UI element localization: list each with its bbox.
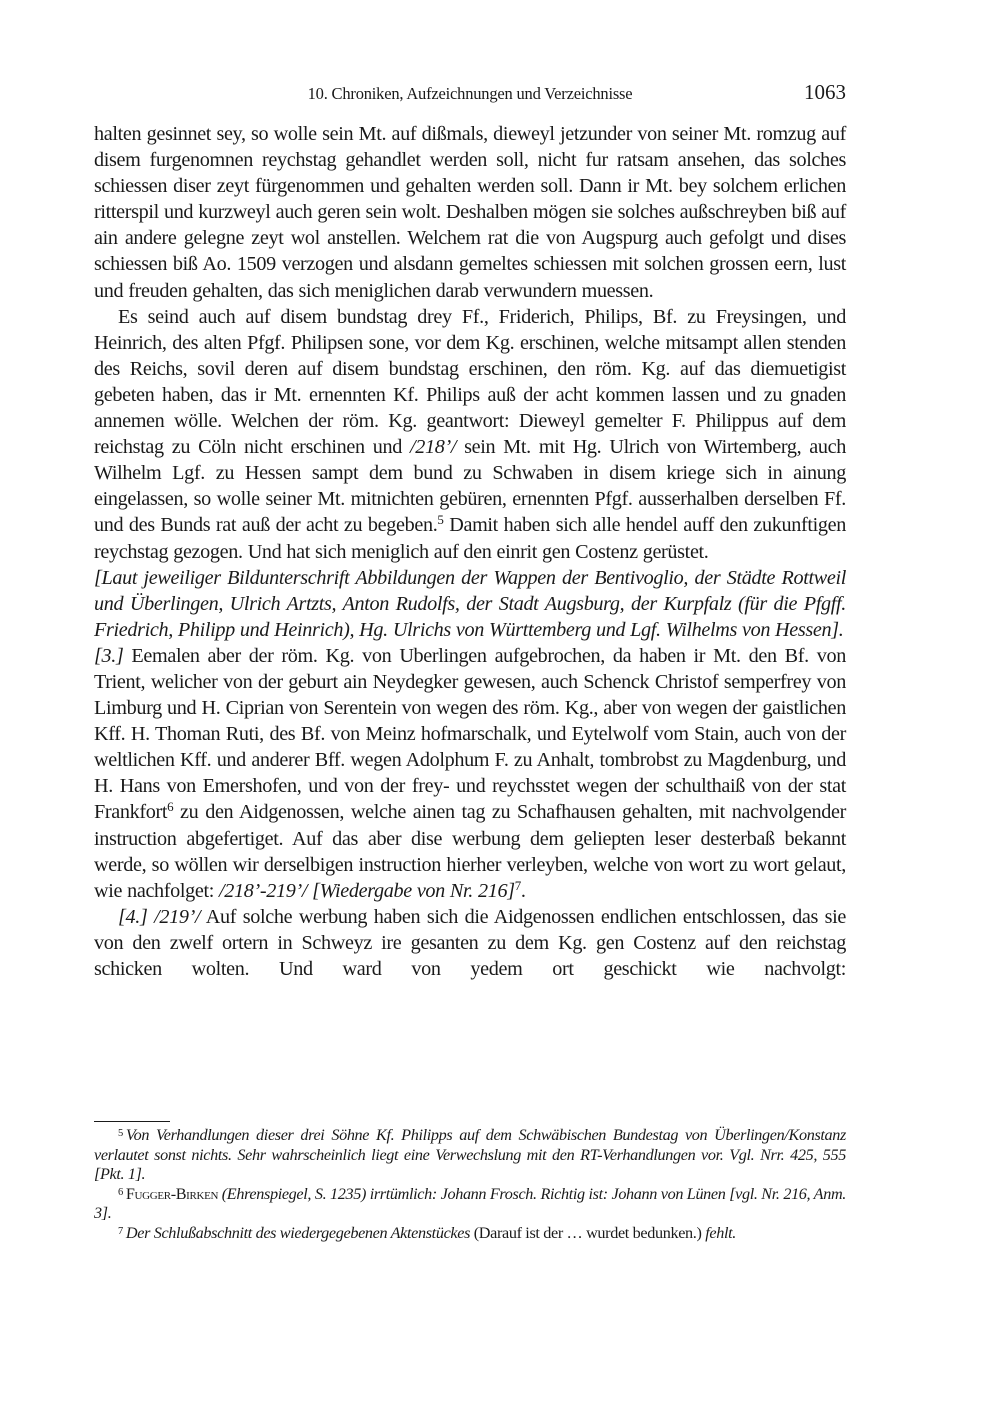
footnote-7 — [94, 1224, 846, 1244]
footnote-6 — [94, 1185, 846, 1224]
paragraph-section-4 — [94, 904, 846, 982]
paragraph-1: halten gesinnet sey, so wolle sein Mt. auf dißmals, dieweyl jetzunder von seiner Mt. romzug auf disem furgenomnen reychstag gehandlet werden soll, nicht fur ratsam ansehen, das solches schiessen diser zeyt fürgenommen und gehalten werden soll. Dann ir Mt. bey solchem erlichen ritterspil und kurzweyl auch geren sein wolt. Deshalben mögen sie solches außschreyben biß auf ain andere gelegne zeyt wol anstellen. Welchem rat die von Augspurg auch gefolgt und dises schiessen biß Ao. 1509 verzogen und alsdann gemeltes schiessen mit solchen grossen eern, lust und freuden gehalten, das sich meniglichen darab verwundern muessen. — [94, 123, 846, 302]
paragraph-2-text-b: sein Mt. mit Hg. Ulrich von Wirtemberg, auch Wilhelm Lgf. zu Hessen sampt dem bund zu Schwaben in disem kriege sich in ainung eingelassen, so wolle seiner Mt. mitnichten gebüren, ernennten Pfgf. ausserhalben derselben Ff. und des Bunds rat auß der acht zu begeben. — [94, 436, 846, 537]
paragraph-section-3 — [94, 643, 846, 904]
footnote-text-roman: (Darauf ist der … wurdet bedunken.) — [470, 1223, 706, 1242]
running-head: 10. Chroniken, Aufzeichnungen und Verzeichnisse — [307, 84, 633, 103]
footnote-text: (Ehrenspiegel, S. 1235) irrtümlich: Johann Frosch. Richtig ist: Johann von Lünen [vgl. Nr. 216, Anm. 3]. — [94, 1184, 846, 1222]
footnote-divider — [94, 1121, 170, 1122]
paragraph-2-text-a: Es seind auch auf disem bundstag drey Ff., Friderich, Philips, Bf. zu Freysingen, und Heinrich, des alten Pfgf. Philipsen sone, vor dem Kg. erschinen, welche mitsampt allen stenden des Reichs, sovil deren auf disem bundstag erschinen, den röm. Kg. auf das diemuetigist gebeten haben, das ir Mt. ernennten Kf. Philips auß der acht kommen lassen und zu gnaden annemen wölle. Welchen der röm. Kg. geantwort: Dieweyl gemelter F. Philippus auf dem reichstag zu Cöln nicht erschinen und — [94, 305, 846, 459]
footnote-5 — [94, 1126, 846, 1185]
paragraph-2 — [94, 304, 846, 565]
folio-marker: /218’/ — [410, 436, 457, 459]
footnotes — [94, 1126, 846, 1243]
section-number-3: [3.] — [94, 644, 124, 667]
folio-marker-reproduction: /218’-219’/ [Wiedergabe von Nr. 216] — [219, 879, 515, 902]
paragraph-3-text-a: Eemalen aber der röm. Kg. von Uberlingen aufgebrochen, da haben ir Mt. den Bf. von Trient, welicher von der geburt ain Neydegker gewesen, auch Schenck Christof semperfrey von Limburg und H. Ciprian von Serentein von wegen des röm. Kg., aber von wegen der gaistlichen Kff. H. Thoman Ruti, des Bf. von Meinz hofmarschalk, und Eytelwolf vom Stain, auch von der weltlichen Kff. und anderer Bff. wegen Adolphum F. zu Anhalt, tombrobst zu Magdenburg, und H. Hans von Emershofen, und von der frey- und reychsstet wegen der schulthaiß von der stat Frankfort — [94, 644, 846, 824]
footnote-text-end: fehlt. — [705, 1223, 736, 1242]
editorial-note: [Laut jeweiliger Bildunterschrift Abbildungen der Wappen der Bentivoglio, der Städte Rottweil und Überlingen, Ulrich Artzts, Anton Rudolfs, der Stadt Augsburg, der Kurpfalz (für die Pfgff. Friedrich, Philipp und Heinrich), Hg. Ulrichs von Württemberg und Lgf. Wilhelms von Hessen]. — [94, 566, 846, 641]
page-header — [94, 80, 846, 108]
footnote-author: Fugger-Birken — [125, 1184, 219, 1203]
paragraph-2-text-c: Damit haben sich alle hendel auff den zukunftigen reychstag gezogen. Und hat sich meniglich auf den einrit gen Costenz gerüstet. — [94, 514, 846, 563]
paragraph-4-text: Auf solche werbung haben sich die Aidgenossen endlichen entschlossen, das sie von den zwelf ortern in Schweyz ire gesanten zu dem Kg. gen Costenz auf den reichstag schicken wolten. Und ward von yedem ort geschickt wie nachvolgt: — [94, 905, 846, 980]
footnote-ref-5[interactable]: 5 — [437, 512, 444, 528]
footnote-text-italic: Der Schlußabschnitt des wiedergegebenen Aktenstückes — [125, 1223, 471, 1242]
footnote-text: Von Verhandlungen dieser drei Söhne Kf. Philipps auf dem Schwäbischen Bundestag von Überlingen/Konstanz verlautet sonst nichts. Sehr wahrscheinlich liegt eine Verwechslung mit den RT-Verhandlungen vor. Vgl. Nrr. 425, 555 [Pkt. 1]. — [94, 1126, 846, 1183]
page-number: 1063 — [804, 80, 846, 104]
footnote-number: 7 — [118, 1225, 123, 1237]
paragraph-3-text-b: zu den Aidgenossen, welche ainen tag zu Schafhausen gehalten, mit nachvolgender instruction abgefertiget. Auf das aber dise werbung dem geliepten leser desterbaß bekannt werde, so wöllen wir derselbigen instruction hierher verleyben, welche von wort zu wort gelaut, wie nachfolget: — [94, 801, 846, 902]
paragraph-3-end: . — [520, 879, 526, 902]
main-text — [94, 121, 846, 982]
footnote-ref-7[interactable]: 7 — [514, 877, 521, 893]
footnote-ref-6[interactable]: 6 — [167, 799, 174, 815]
section-number-4: [4.] /219’/ — [118, 905, 201, 928]
footnote-number: 6 — [118, 1186, 123, 1198]
footnote-number: 5 — [118, 1128, 123, 1139]
